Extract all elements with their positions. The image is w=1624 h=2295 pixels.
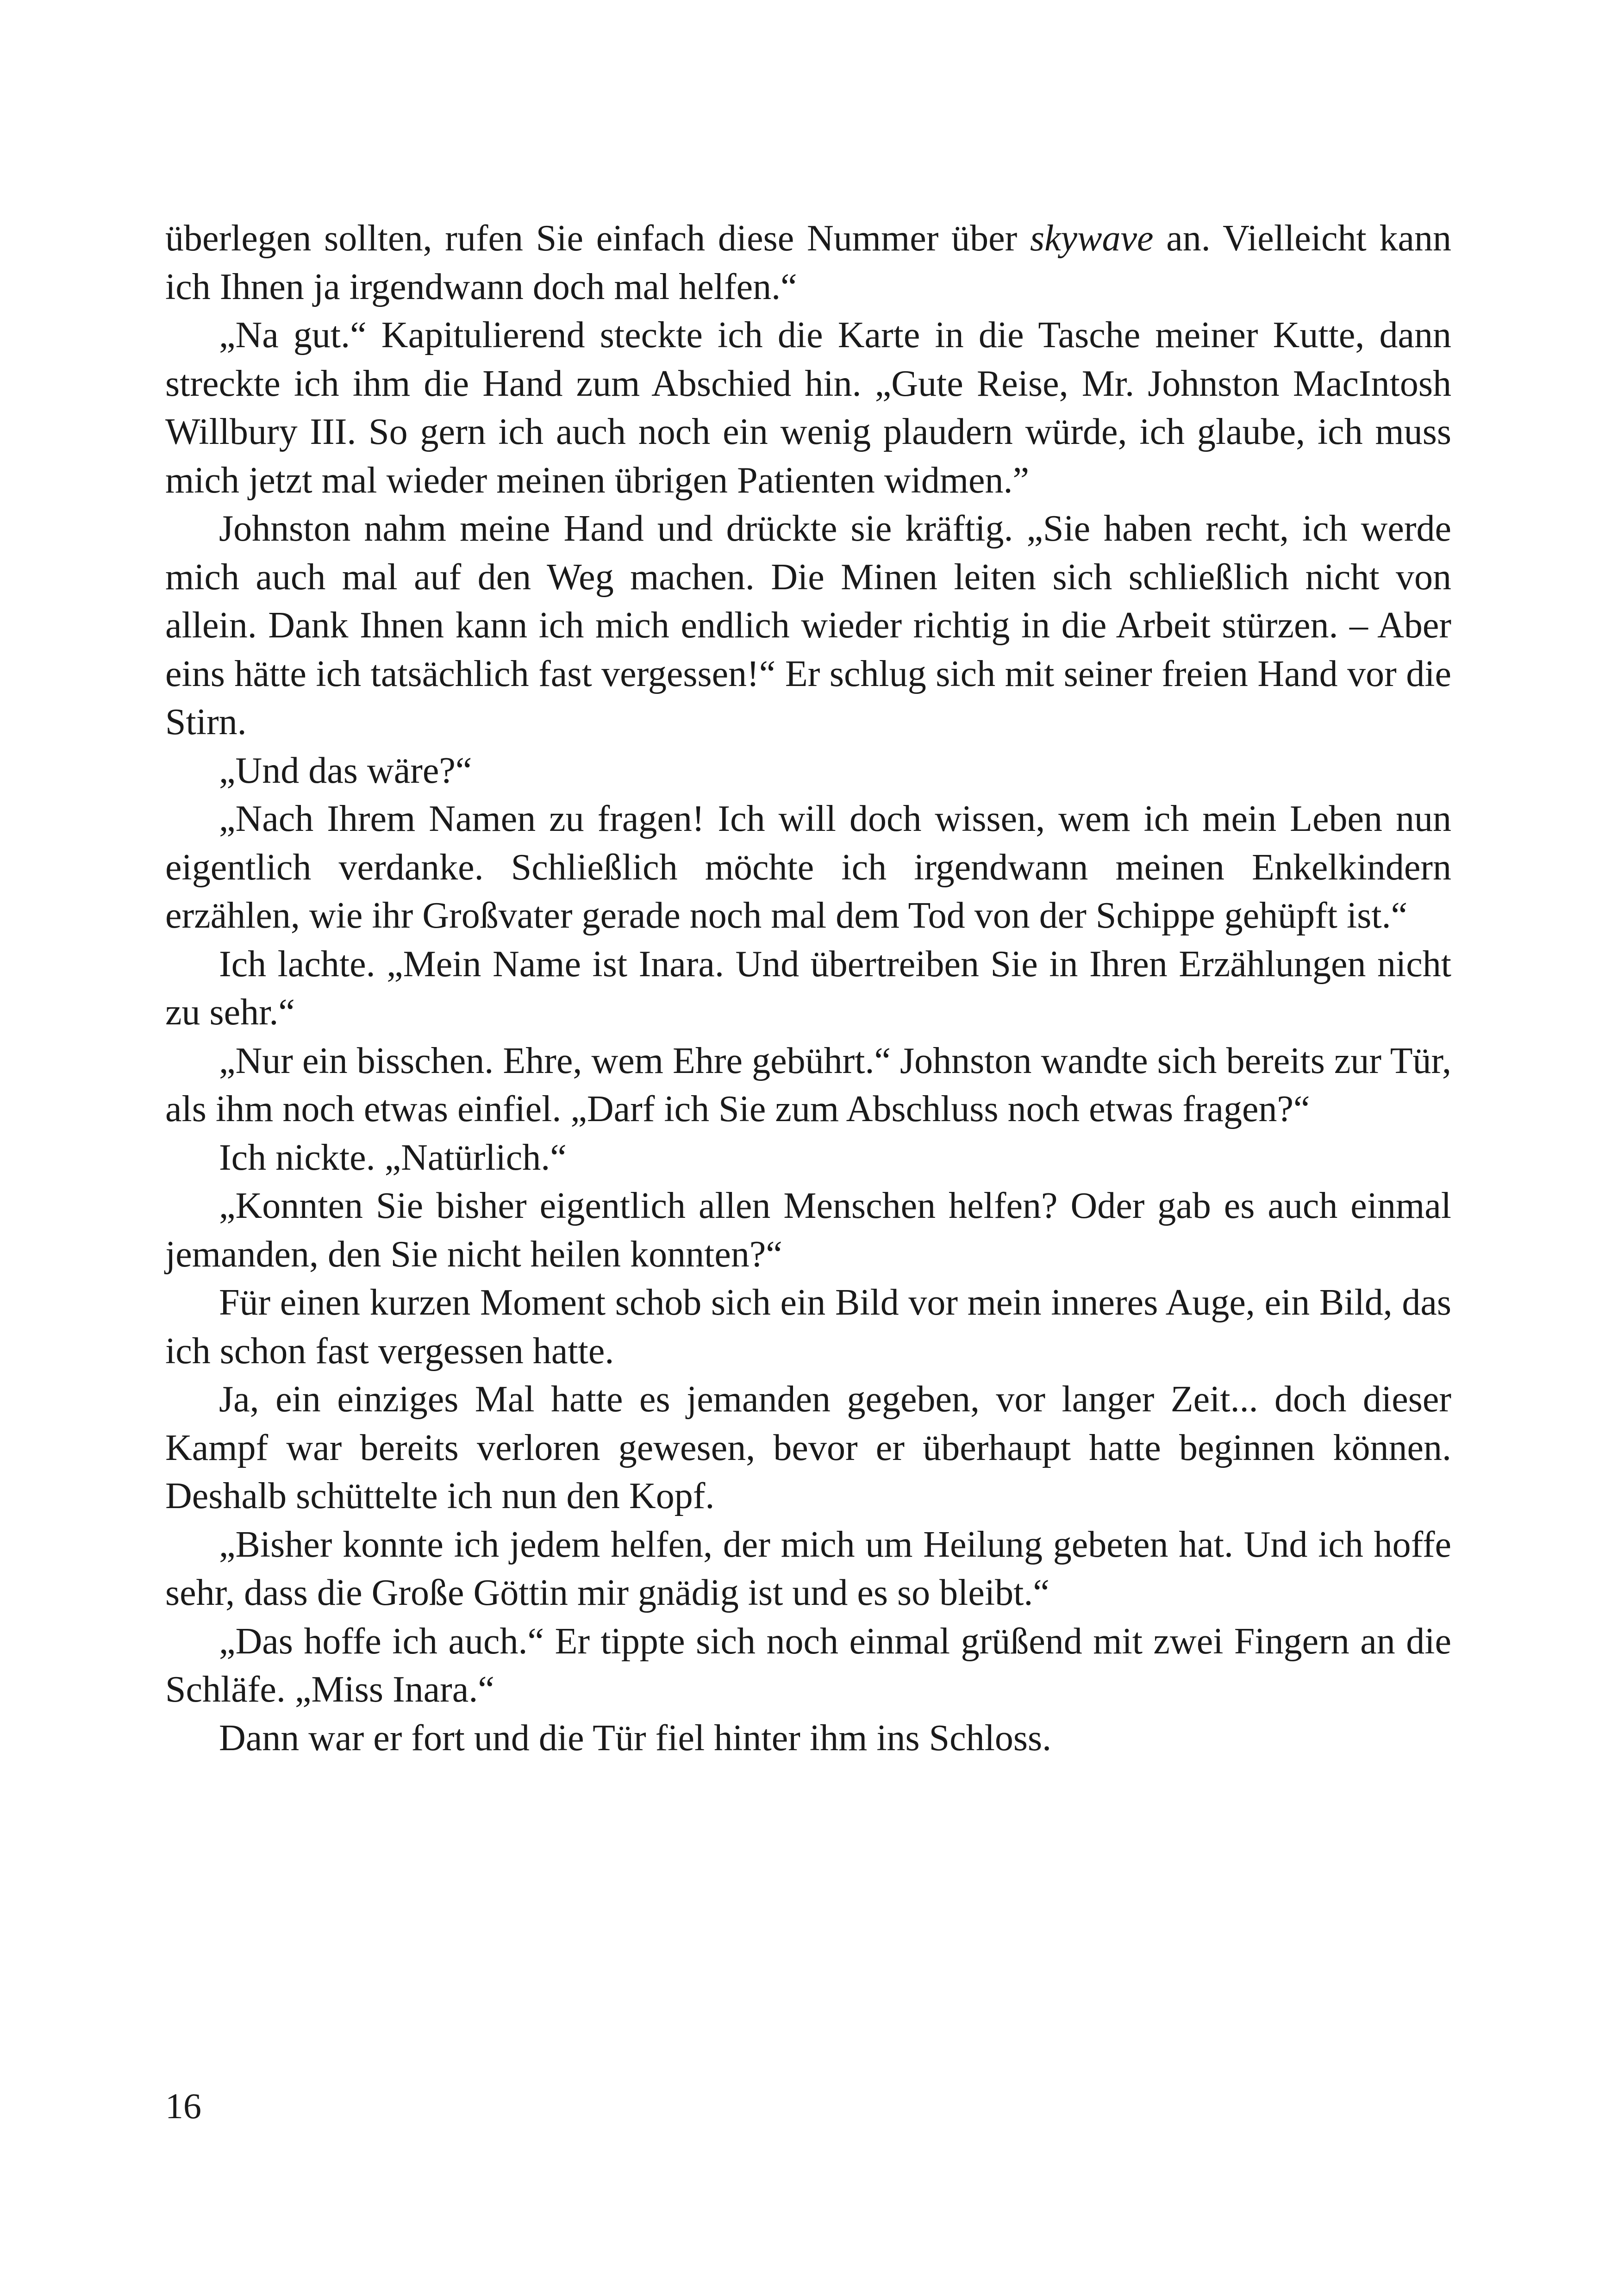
paragraph-continued bbox=[165, 214, 1451, 311]
paragraph: „Nach Ihrem Namen zu fragen! Ich will doch wissen, wem ich mein Leben nun eigentlich verdanke. Schließlich möchte ich irgendwann meinen Enkelkindern erzählen, wie ihr Großvater gerade noch mal dem Tod von der Schippe gehüpft ist.“ bbox=[165, 798, 1451, 936]
paragraph: Ja, ein einziges Mal hatte es jemanden gegeben, vor langer Zeit... doch dieser Kampf war bereits verloren gewesen, bevor er überhaupt hatte beginnen können. Deshalb schüttelte ich nun den Kopf. bbox=[165, 1379, 1451, 1516]
paragraph: Johnston nahm meine Hand und drückte sie kräftig. „Sie haben recht, ich werde mich auch mal auf den Weg machen. Die Minen leiten sich schließlich nicht von allein. Dank Ihnen kann ich mich endlich wieder richtig in die Arbeit stürzen. – Aber eins hätte ich tatsächlich fast vergessen!“ Er schlug sich mit seiner freien Hand vor die Stirn. bbox=[165, 508, 1451, 742]
italic-term: skywave bbox=[1030, 218, 1154, 259]
paragraph: Ich nickte. „Natürlich.“ bbox=[219, 1137, 567, 1178]
paragraph: „Das hoffe ich auch.“ Er tippte sich noch einmal grüßend mit zwei Fingern an die Schläfe. „Miss Inara.“ bbox=[165, 1621, 1451, 1710]
page-number: 16 bbox=[165, 2086, 201, 2126]
paragraph: „Nur ein bisschen. Ehre, wem Ehre gebührt.“ Johnston wandte sich bereits zur Tür, als ihm noch etwas einfiel. „Darf ich Sie zum Abschluss noch etwas fragen?“ bbox=[165, 1040, 1451, 1129]
paragraph: Für einen kurzen Moment schob sich ein Bild vor mein inneres Auge, ein Bild, das ich schon fast vergessen hatte. bbox=[165, 1282, 1451, 1372]
paragraph: Dann war er fort und die Tür fiel hinter ihm ins Schloss. bbox=[219, 1717, 1052, 1759]
paragraph: „Bisher konnte ich jedem helfen, der mich um Heilung gebeten hat. Und ich hoffe sehr, dass die Große Göttin mir gnädig ist und es so bleibt.“ bbox=[165, 1524, 1451, 1613]
paragraph: „Na gut.“ Kapitulierend steckte ich die Karte in die Tasche meiner Kutte, dann streckte ich ihm die Hand zum Abschied hin. „Gute Reise, Mr. Johnston MacIntosh Willbury III. So gern ich auch noch ein wenig plaudern würde, ich glaube, ich muss mich jetzt mal wieder meinen übrigen Patienten widmen.” bbox=[165, 315, 1451, 501]
paragraph: „Und das wäre?“ bbox=[219, 750, 472, 791]
paragraph: Ich lachte. „Mein Name ist Inara. Und übertreiben Sie in Ihren Erzählungen nicht zu sehr.“ bbox=[165, 943, 1451, 1033]
paragraph-text-after: an. Vielleicht kann ich Ihnen ja irgendwann doch mal helfen.“ bbox=[165, 218, 1451, 307]
paragraph-text-before: überlegen sollten, rufen Sie einfach diese Nummer über bbox=[165, 218, 1031, 259]
body-text bbox=[165, 214, 1451, 1762]
paragraph: „Konnten Sie bisher eigentlich allen Menschen helfen? Oder gab es auch einmal jemanden, den Sie nicht heilen konnten?“ bbox=[165, 1185, 1451, 1275]
